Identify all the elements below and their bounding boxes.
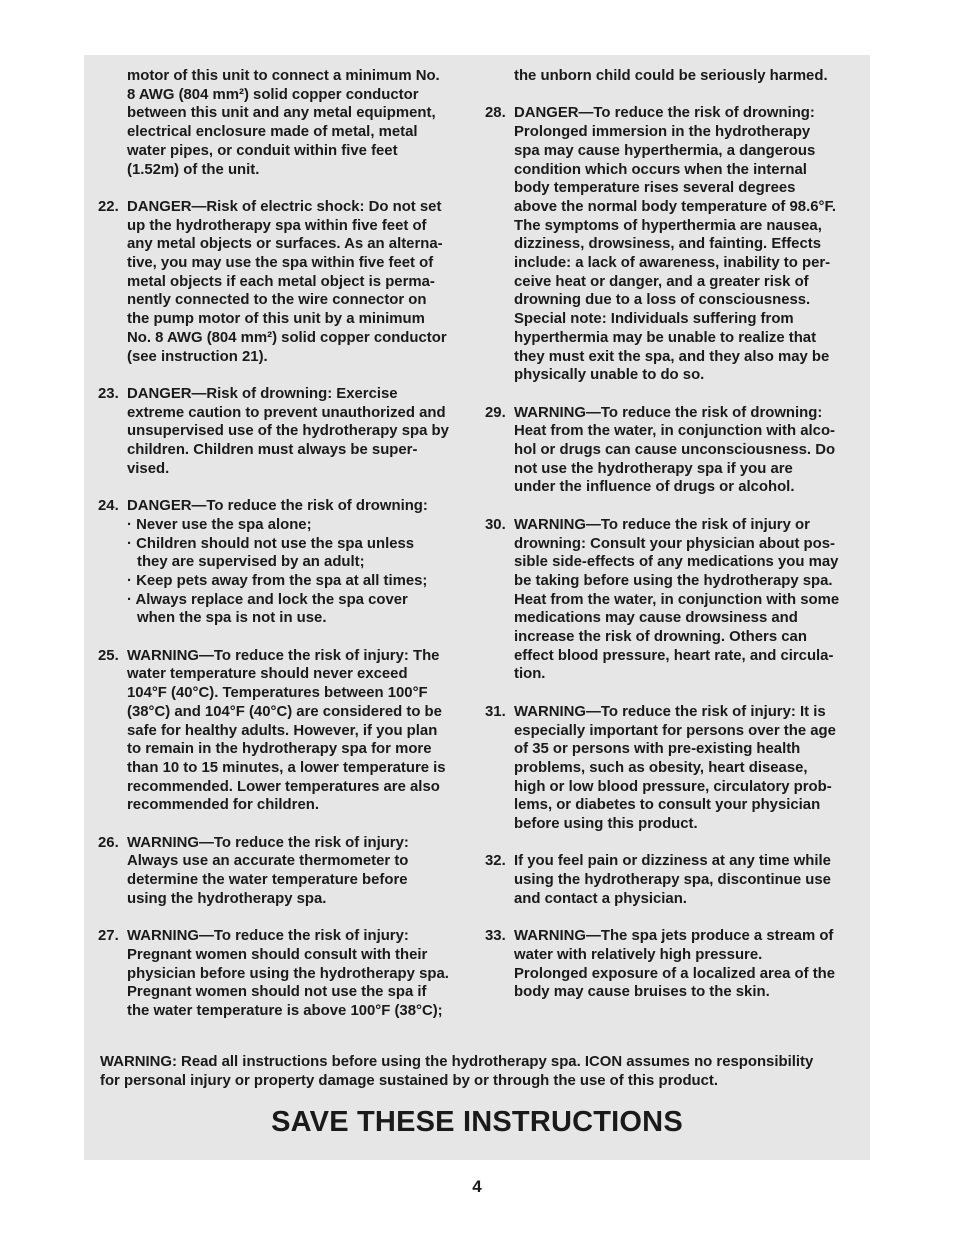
continuation-text	[485, 67, 855, 86]
text-line: The symptoms of hyperthermia are nausea,	[514, 217, 822, 234]
instruction-number: 32.	[485, 853, 506, 870]
bullet-line: · Children should not use the spa unless	[127, 535, 415, 552]
instruction-item	[485, 927, 855, 1002]
text-line: WARNING—To reduce the risk of injury: The	[127, 647, 440, 664]
bullet-line: when the spa is not in use.	[137, 610, 327, 627]
text-line: include: a lack of awareness, inability to per-	[514, 255, 831, 272]
instruction-text	[127, 497, 468, 628]
text-line: unsupervised use of the hydrotherapy spa by	[127, 423, 449, 440]
instruction-number: 31.	[485, 703, 506, 720]
instruction-item	[98, 385, 468, 479]
instruction-item	[485, 703, 855, 834]
text-line: (1.52m) of the unit.	[127, 161, 260, 178]
text-line: safe for healthy adults. However, if you plan	[127, 722, 438, 739]
text-line: problems, such as obesity, heart disease,	[514, 759, 808, 776]
text-line: under the influence of drugs or alcohol.	[514, 479, 795, 496]
instruction-number: 30.	[485, 516, 506, 533]
text-line: hyperthermia may be unable to realize that	[514, 329, 817, 346]
instruction-text	[514, 104, 855, 385]
text-line: 8 AWG (804 mm²) solid copper conductor	[127, 86, 419, 103]
instruction-item	[485, 516, 855, 684]
text-line: above the normal body temperature of 98.6°F.	[514, 198, 837, 215]
text-line: vised.	[127, 460, 170, 477]
text-line: (see instruction 21).	[127, 348, 268, 365]
right-instruction-list	[485, 104, 855, 1002]
instruction-item	[98, 198, 468, 366]
continuation-text	[98, 67, 468, 179]
text-line: water with relatively high pressure.	[514, 946, 763, 963]
instruction-text	[127, 647, 468, 815]
text-line: No. 8 AWG (804 mm²) solid copper conductor	[127, 329, 447, 346]
text-line: the unborn child could be seriously harmed.	[514, 68, 828, 84]
instruction-number: 22.	[98, 198, 119, 215]
instruction-number: 26.	[98, 834, 119, 851]
text-line: children. Children must always be super-	[127, 442, 418, 459]
instruction-item	[98, 647, 468, 815]
text-line: not use the hydrotherapy spa if you are	[514, 460, 793, 477]
text-line: medications may cause drowsiness and	[514, 610, 798, 627]
text-line: DANGER—To reduce the risk of drowning:	[127, 498, 428, 515]
text-line: motor of this unit to connect a minimum No.	[127, 68, 440, 84]
instruction-text	[127, 927, 468, 1021]
text-line: WARNING: Read all instructions before using the hydrotherapy spa. ICON assumes no responsibility	[100, 1054, 814, 1070]
text-line: Always use an accurate thermometer to	[127, 853, 409, 870]
text-line: the pump motor of this unit by a minimum	[127, 311, 425, 328]
text-line: water pipes, or conduit within five feet	[127, 142, 398, 159]
instructions-panel	[84, 55, 870, 1160]
text-line: recommended. Lower temperatures are also	[127, 778, 440, 795]
text-line: WARNING—To reduce the risk of drowning:	[514, 404, 823, 421]
right-column	[485, 67, 855, 1021]
text-line: condition which occurs when the internal	[514, 161, 807, 178]
text-line: body temperature rises several degrees	[514, 180, 796, 197]
instruction-item	[98, 834, 468, 909]
page-number: 4	[472, 1177, 482, 1196]
text-line: DANGER—To reduce the risk of drowning:	[514, 105, 815, 122]
text-line: high or low blood pressure, circulatory prob-	[514, 778, 832, 795]
text-line: dizziness, drowsiness, and fainting. Effects	[514, 236, 821, 253]
text-line: WARNING—To reduce the risk of injury or	[514, 516, 810, 533]
instruction-number: 23.	[98, 385, 119, 402]
text-line: drowning: Consult your physician about pos-	[514, 535, 835, 552]
text-line: to remain in the hydrotherapy spa for more	[127, 741, 432, 758]
text-line: WARNING—To reduce the risk of injury:	[127, 928, 409, 945]
text-line: electrical enclosure made of metal, metal	[127, 124, 418, 141]
text-line: body may cause bruises to the skin.	[514, 984, 770, 1001]
text-line: for personal injury or property damage sustained by or through the use of this product.	[100, 1072, 719, 1089]
instruction-item	[98, 497, 468, 628]
text-line: recommended for children.	[127, 797, 319, 814]
text-line: WARNING—The spa jets produce a stream of	[514, 928, 834, 945]
text-line: Pregnant women should consult with their	[127, 946, 428, 963]
text-line: DANGER—Risk of drowning: Exercise	[127, 385, 398, 402]
instruction-text	[514, 404, 855, 498]
text-line: physically unable to do so.	[514, 367, 705, 384]
instruction-text	[514, 852, 855, 908]
text-line: they must exit the spa, and they also may be	[514, 348, 830, 365]
instruction-text	[514, 703, 855, 834]
bullet-line: they are supervised by an adult;	[137, 554, 365, 571]
instruction-item	[485, 852, 855, 908]
text-line: hol or drugs can cause unconsciousness. Do	[514, 442, 836, 459]
instruction-text	[514, 516, 855, 684]
text-line: metal objects if each metal object is perma-	[127, 273, 435, 290]
instruction-number: 25.	[98, 647, 119, 664]
instruction-text	[514, 927, 855, 1002]
text-line: the water temperature is above 100°F (38°C);	[127, 1003, 443, 1020]
text-line: any metal objects or surfaces. As an alterna-	[127, 236, 443, 253]
instruction-number: 28.	[485, 105, 506, 122]
bullet-line: · Never use the spa alone;	[127, 516, 312, 533]
text-line: If you feel pain or dizziness at any time while	[514, 853, 831, 870]
text-line: tive, you may use the spa within five feet of	[127, 255, 434, 272]
text-line: drowning due to a loss of consciousness.	[514, 292, 811, 309]
text-line: between this unit and any metal equipment,	[127, 105, 436, 122]
text-line: using the hydrotherapy spa, discontinue use	[514, 872, 831, 889]
text-line: ceive heat or danger, and a greater risk of	[514, 273, 809, 290]
text-line: than 10 to 15 minutes, a lower temperature is	[127, 759, 446, 776]
text-line: increase the risk of drowning. Others can	[514, 629, 807, 646]
text-line: WARNING—To reduce the risk of injury:	[127, 834, 409, 851]
text-line: extreme caution to prevent unauthorized and	[127, 404, 446, 421]
text-line: lems, or diabetes to consult your physician	[514, 797, 821, 814]
instruction-text	[127, 198, 468, 366]
instruction-number: 29.	[485, 404, 506, 421]
text-line: effect blood pressure, heart rate, and circula-	[514, 647, 834, 664]
text-line: tion.	[514, 666, 546, 683]
text-line: Heat from the water, in conjunction with some	[514, 591, 840, 608]
text-line: physician before using the hydrotherapy spa.	[127, 965, 449, 982]
text-line: DANGER—Risk of electric shock: Do not set	[127, 198, 442, 215]
text-line: and contact a physician.	[514, 890, 687, 907]
text-line: up the hydrotherapy spa within five feet of	[127, 217, 427, 234]
instruction-text	[127, 385, 468, 479]
instruction-item	[485, 104, 855, 385]
instruction-number: 33.	[485, 928, 506, 945]
text-line: be taking before using the hydrotherapy spa.	[514, 572, 833, 589]
left-instruction-list	[98, 198, 468, 1021]
bullet-line: · Always replace and lock the spa cover	[127, 591, 408, 608]
footer-warning	[100, 1053, 860, 1090]
text-line: determine the water temperature before	[127, 872, 408, 889]
text-line: of 35 or persons with pre-existing health	[514, 741, 801, 758]
text-line: Heat from the water, in conjunction with alco-	[514, 423, 836, 440]
text-line: 104°F (40°C). Temperatures between 100°F	[127, 685, 428, 702]
text-line: WARNING—To reduce the risk of injury: It is	[514, 703, 826, 720]
instruction-item	[98, 927, 468, 1021]
text-line: spa may cause hyperthermia, a dangerous	[514, 142, 816, 159]
text-line: using the hydrotherapy spa.	[127, 890, 327, 907]
instruction-number: 24.	[98, 498, 119, 515]
left-column	[98, 67, 468, 1039]
text-line: especially important for persons over the age	[514, 722, 836, 739]
instruction-item	[485, 404, 855, 498]
text-line: Prolonged exposure of a localized area of the	[514, 965, 836, 982]
text-line: Special note: Individuals suffering from	[514, 311, 794, 328]
save-instructions-heading: SAVE THESE INSTRUCTIONS	[271, 1106, 683, 1138]
text-line: (38°C) and 104°F (40°C) are considered to be	[127, 703, 442, 720]
instruction-number: 27.	[98, 928, 119, 945]
text-line: water temperature should never exceed	[127, 666, 408, 683]
text-line: sible side-effects of any medications you may	[514, 554, 839, 571]
text-line: before using this product.	[514, 816, 698, 833]
text-line: nently connected to the wire connector on	[127, 292, 427, 309]
bullet-line: · Keep pets away from the spa at all times;	[127, 572, 428, 589]
text-line: Prolonged immersion in the hydrotherapy	[514, 124, 811, 141]
text-line: Pregnant women should not use the spa if	[127, 984, 427, 1001]
instruction-text	[127, 834, 468, 909]
